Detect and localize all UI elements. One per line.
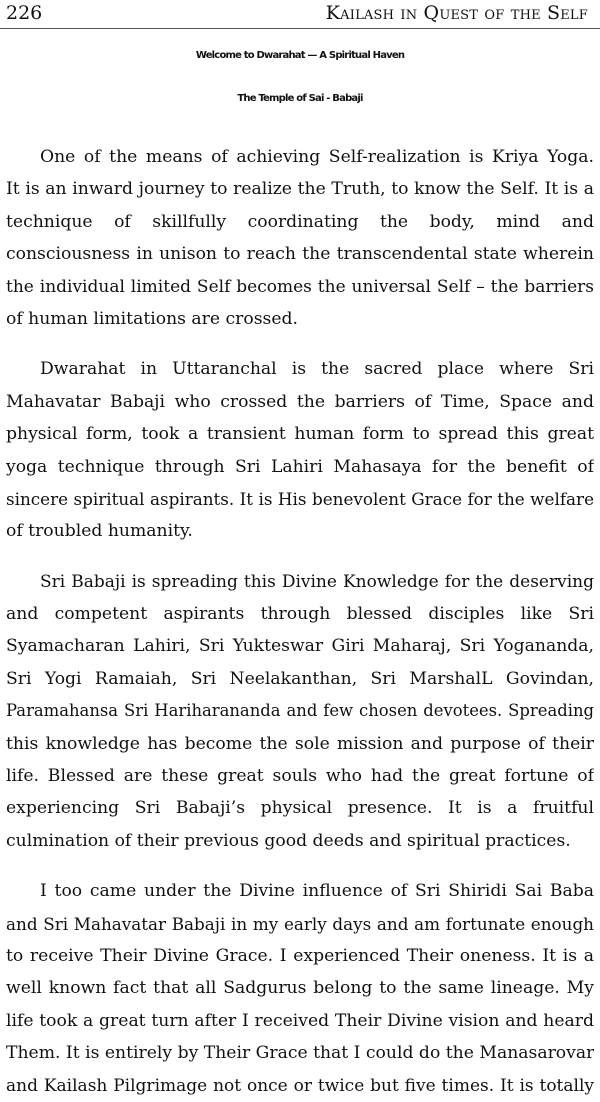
text-line: It is an inward journey to realize the Truth, to know the Self. It is a <box>6 179 594 200</box>
text-line: well known fact that all Sadgurus belong to the same lineage. My <box>6 978 594 999</box>
text-line: culmination of their previous good deeds and spiritual practices. <box>6 830 571 851</box>
text-line: Dwarahat in Uttaranchal is the sacred place where Sri <box>40 359 594 380</box>
text-line: Sri Yogi Ramaiah, Sri Neelakanthan, Sri MarshalL Govindan, <box>6 668 594 689</box>
text-line: to receive Their Divine Grace. I experienced Their oneness. It is a <box>6 945 594 966</box>
chapter-subtitle: The Temple of Sai - Babaji <box>237 93 363 104</box>
text-line: Them. It is entirely by Their Grace that I could do the Manasarovar <box>6 1043 594 1064</box>
running-header: Kailash in Quest of the Self <box>325 2 588 24</box>
page-number: 226 <box>6 2 43 24</box>
text-line: consciousness in unison to reach the transcendental state wherein <box>6 244 594 265</box>
text-line: yoga technique through Sri Lahiri Mahasaya for the benefit of <box>6 456 594 477</box>
paragraph-2 <box>6 353 594 547</box>
text-line: of troubled humanity. <box>6 521 193 542</box>
text-line: sincere spiritual aspirants. It is His benevolent Grace for the welfare <box>6 488 594 509</box>
text-line: Mahavatar Babaji who crossed the barriers of Time, Space and <box>6 391 594 412</box>
header-rule <box>0 28 600 29</box>
text-line: and competent aspirants through blessed disciples like Sri <box>6 604 594 625</box>
text-line: I too came under the Divine influence of Sri Shiridi Sai Baba <box>40 881 594 902</box>
text-line: the individual limited Self becomes the universal Self – the barriers <box>6 276 594 297</box>
text-line: One of the means of achieving Self-realization is Kriya Yoga. <box>40 147 594 167</box>
text-line: this knowledge has become the sole mission and purpose of their <box>6 733 594 754</box>
body-text <box>6 141 594 1102</box>
text-line: and Sri Mahavatar Babaji in my early days and am fortunate enough <box>6 913 594 934</box>
text-line: experiencing Sri Babaji’s physical presence. It is a fruitful <box>6 798 594 819</box>
text-line: physical form, took a transient human form to spread this great <box>6 424 594 445</box>
text-line: life. Blessed are these great souls who had the great fortune of <box>6 766 594 787</box>
text-line: Syamacharan Lahiri, Sri Yukteswar Giri Maharaj, Sri Yogananda, <box>6 636 594 657</box>
text-line: Paramahansa Sri Hariharananda and few chosen devotees. Spreading <box>6 701 594 721</box>
paragraph-3 <box>6 566 594 858</box>
chapter-title: Welcome to Dwarahat — A Spiritual Haven <box>195 50 405 61</box>
text-line: of human limitations are crossed. <box>6 308 299 329</box>
text-line: life took a great turn after I received Their Divine vision and heard <box>6 1010 594 1031</box>
paragraph-1 <box>6 141 594 335</box>
text-line: Sri Babaji is spreading this Divine Knowledge for the deserving <box>40 571 594 592</box>
text-line: technique of skillfully coordinating the body, mind and <box>6 211 594 232</box>
text-line: and Kailash Pilgrimage not once or twice but five times. It is totally <box>6 1075 594 1096</box>
paragraph-4 <box>6 875 594 1102</box>
